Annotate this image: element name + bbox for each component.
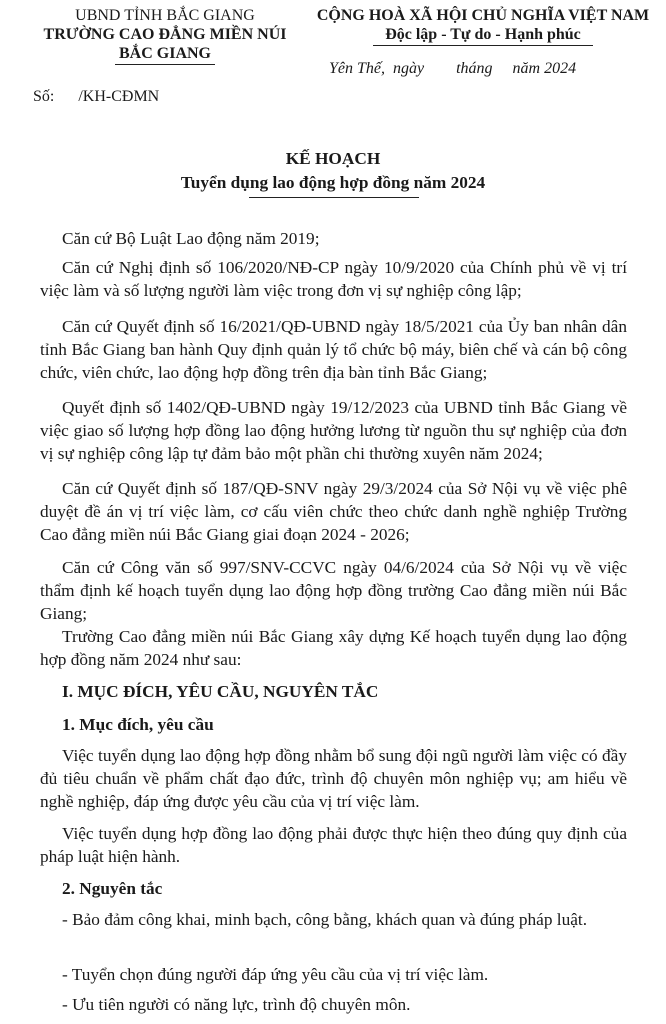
paragraph: Căn cứ Bộ Luật Lao động năm 2019; — [62, 229, 320, 248]
section-heading: I. MỤC ĐÍCH, YÊU CẦU, NGUYÊN TẮC — [62, 682, 379, 701]
list-item: - Ưu tiên người có năng lực, trình độ chuyên môn. — [62, 995, 411, 1014]
document-number: Số: /KH-CĐMN — [33, 88, 160, 105]
issuer-province: UBND TỈNH BẮC GIANG — [75, 7, 255, 24]
paragraph: Căn cứ Nghị định số 106/2020/NĐ-CP ngày 10/9/2020 của Chính phủ về vị trí việc làm và số lượng người làm việc trong đơn vị sự nghiệp công lập; — [40, 258, 627, 300]
national-title: CỘNG HOÀ XÃ HỘI CHỦ NGHĨA VIỆT NAM — [316, 7, 650, 24]
motto-underline — [373, 45, 593, 46]
issuer-school: TRƯỜNG CAO ĐẲNG MIỀN NÚI — [43, 26, 287, 43]
title-underline — [249, 197, 419, 198]
document-subject: Tuyển dụng lao động hợp đồng năm 2024 — [180, 173, 486, 192]
list-item: - Tuyển chọn đúng người đáp ứng yêu cầu của vị trí việc làm. — [62, 965, 489, 984]
paragraph: Việc tuyển dụng hợp đồng lao động phải được thực hiện theo đúng quy định của pháp luật hiện hành. — [40, 824, 627, 866]
issuer-underline — [115, 64, 215, 65]
paragraph: Căn cứ Công văn số 997/SNV-CCVC ngày 04/6/2024 của Sở Nội vụ về việc thẩm định kế hoạch tuyển dụng lao động hợp đồng trường Cao đẳng miền núi Bắc Giang; — [40, 558, 627, 623]
document-date: Yên Thế, ngày tháng năm 2024 — [329, 60, 577, 77]
list-item: - Bảo đảm công khai, minh bạch, công bằng, khách quan và đúng pháp luật. — [62, 910, 588, 929]
paragraph: Căn cứ Quyết định số 187/QĐ-SNV ngày 29/3/2024 của Sở Nội vụ về việc phê duyệt đề án vị trí việc làm, cơ cấu viên chức theo chức danh nghề nghiệp Trường Cao đẳng miền núi Bắc Giang giai đoạn 2024 - 2026; — [40, 479, 627, 544]
paragraph: Quyết định số 1402/QĐ-UBND ngày 19/12/2023 của UBND tỉnh Bắc Giang về việc giao số lượng hợp đồng lao động hưởng lương từ nguồn thu sự nghiệp của đơn vị sự nghiệp công lập tự đảm bảo một phần chi thường xuyên năm 2024; — [40, 398, 627, 463]
subsection-heading: 2. Nguyên tắc — [62, 879, 163, 898]
national-motto-block — [300, 6, 666, 46]
document-type-title: KẾ HOẠCH — [285, 149, 381, 168]
subsection-heading: 1. Mục đích, yêu cầu — [62, 715, 214, 734]
paragraph: Việc tuyển dụng lao động hợp đồng nhằm bổ sung đội ngũ người làm việc có đầy đủ tiêu chuẩn về phẩm chất đạo đức, trình độ chuyên môn nghiệp vụ; am hiểu về nghề nghiệp, đáp ứng được yêu cầu của vị trí việc làm. — [40, 746, 627, 811]
national-motto: Độc lập - Tự do - Hạnh phúc — [385, 26, 581, 43]
issuer-block — [0, 6, 330, 65]
paragraph: Căn cứ Quyết định số 16/2021/QĐ-UBND ngày 18/5/2021 của Ủy ban nhân dân tỉnh Bắc Giang ban hành Quy định quản lý tổ chức bộ máy, biên chế và cán bộ công chức, viên chức, lao động hợp đồng trên địa bàn tỉnh Bắc Giang; — [40, 317, 627, 382]
paragraph: Trường Cao đẳng miền núi Bắc Giang xây dựng Kế hoạch tuyển dụng lao động hợp đồng năm 2024 như sau: — [40, 627, 627, 669]
issuer-school-line2: BẮC GIANG — [118, 45, 211, 62]
